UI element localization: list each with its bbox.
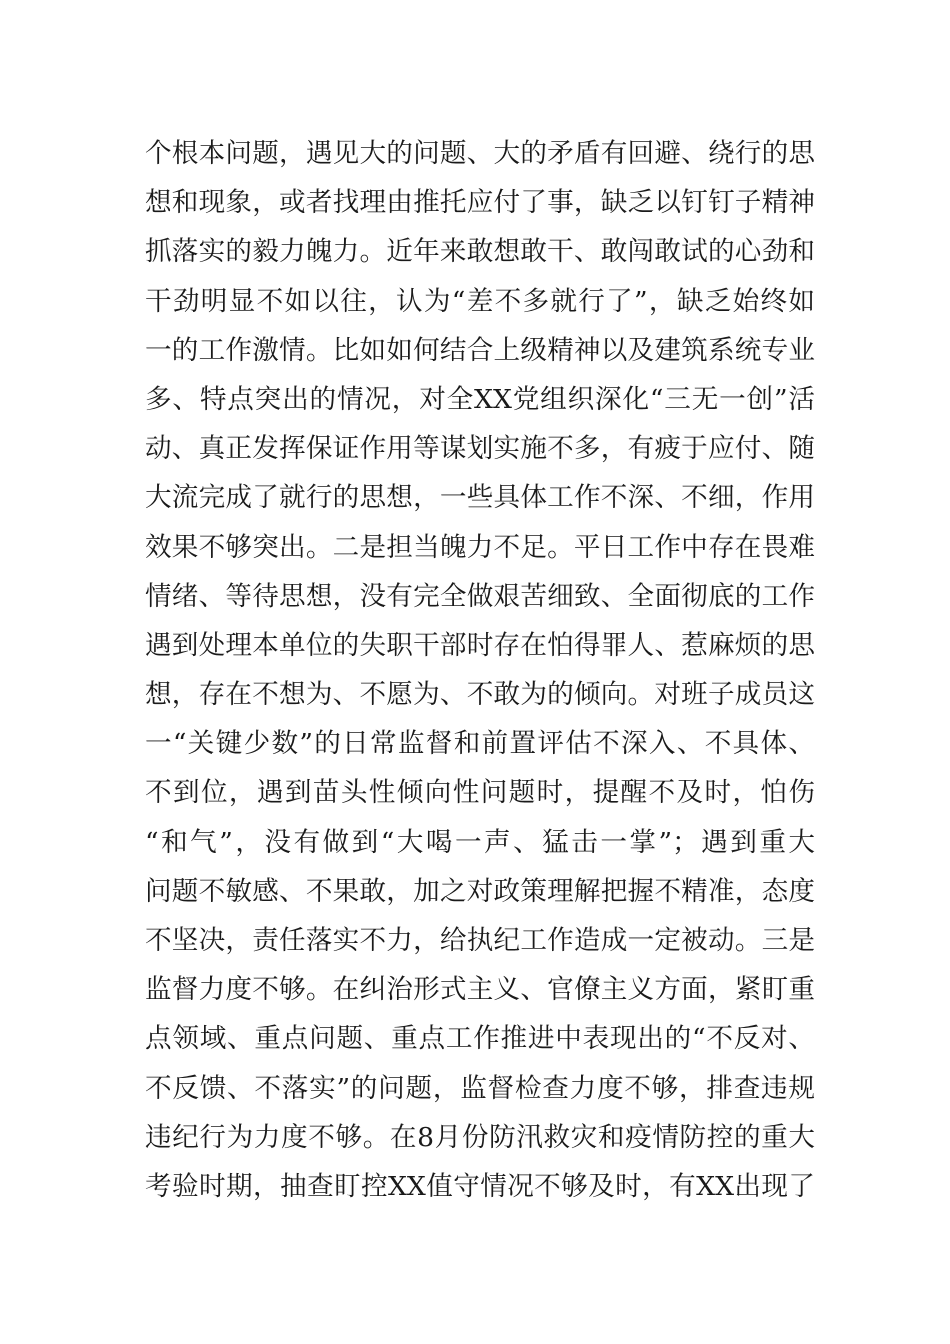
text-line: 抓落实的毅力魄力。近年来敢想敢干、敢闯敢试的心劲和 [145, 236, 815, 268]
text-line: 个根本问题，遇见大的问题、大的矛盾有回避、绕行的思 [145, 138, 815, 169]
text-line: 干劲明显不如以往，认为“差不多就行了”，缺乏始终如 [145, 285, 815, 317]
text-line: 效果不够突出。二是担当魄力不足。平日工作中存在畏难 [145, 531, 815, 563]
text-line: 想和现象，或者找理由推托应付了事，缺乏以钉钉子精神 [145, 187, 815, 219]
text-line: 大流完成了就行的思想，一些具体工作不深、不细，作用 [145, 482, 815, 514]
text-line: 不反馈、不落实”的问题，监督检查力度不够，排查违规 [145, 1072, 815, 1104]
text-line: 不坚决，责任落实不力，给执纪工作造成一定被动。三是 [145, 925, 815, 956]
text-line: 考验时期，抽查盯控XX值守情况不够及时，有XX出现了 [145, 1170, 815, 1202]
text-line: 情绪、等待思想，没有完全做艰苦细致、全面彻底的工作 [145, 580, 815, 612]
text-line: 遇到处理本单位的失职干部时存在怕得罪人、惹麻烦的思 [145, 629, 815, 661]
text-line: 想，存在不想为、不愿为、不敢为的倾向。对班子成员这 [145, 679, 815, 711]
body-text [145, 129, 815, 1211]
text-line: 一“关键少数”的日常监督和前置评估不深入、不具体、 [145, 728, 815, 760]
text-line: 多、特点突出的情况，对全XX党组织深化“三无一创”活 [145, 383, 815, 415]
text-line: 动、真正发挥保证作用等谋划实施不多，有疲于应付、随 [145, 433, 815, 465]
text-line: 监督力度不够。在纠治形式主义、官僚主义方面，紧盯重 [145, 974, 815, 1006]
text-line: 点领域、重点问题、重点工作推进中表现出的“不反对、 [145, 1023, 815, 1055]
text-line: 一的工作激情。比如如何结合上级精神以及建筑系统专业 [145, 334, 815, 366]
text-line: 不到位，遇到苗头性倾向性问题时，提醒不及时，怕伤 [145, 777, 815, 809]
text-line: “和气”，没有做到“大喝一声、猛击一掌”；遇到重大 [145, 826, 815, 858]
text-line: 问题不敏感、不果敢，加之对政策理解把握不精准，态度 [145, 875, 815, 907]
text-line: 违纪行为力度不够。在8月份防汛救灾和疫情防控的重大 [145, 1121, 815, 1153]
